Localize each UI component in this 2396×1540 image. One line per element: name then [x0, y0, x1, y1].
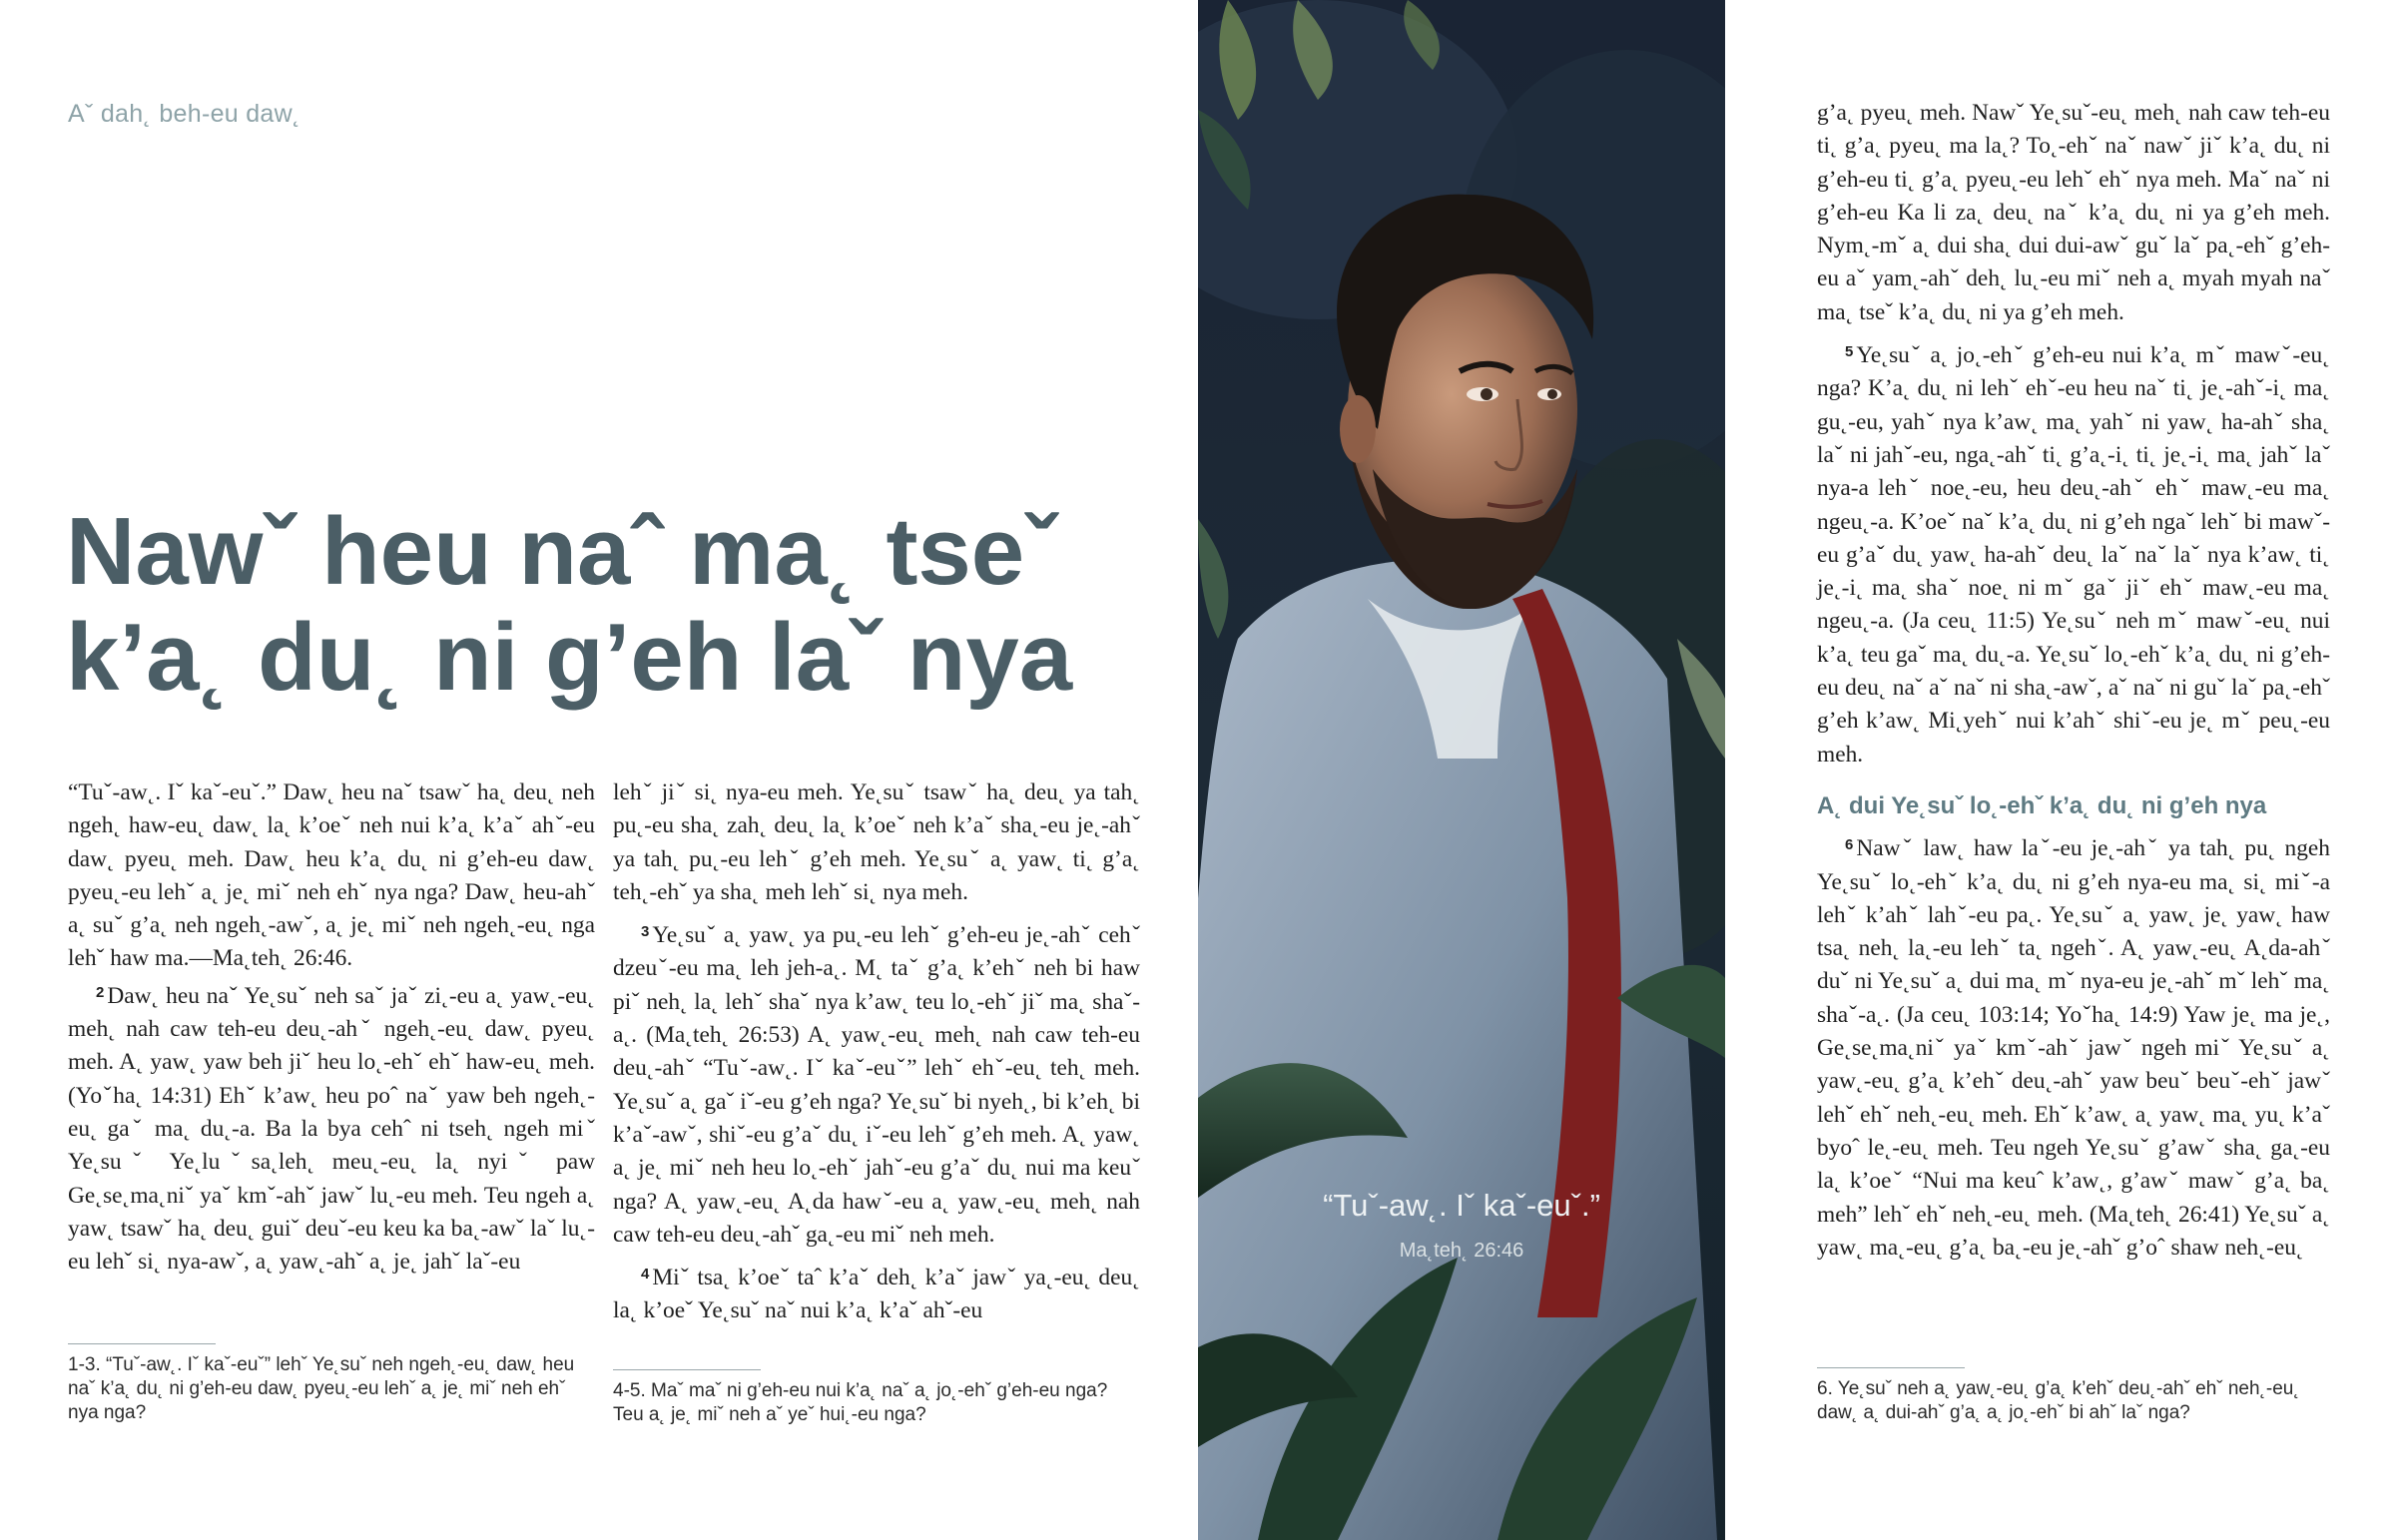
paragraph-text: Ye˛suˇ a˛ jo˛-ehˇ g’eh-eu nui k’a˛ mˇ mawˇ-eu˛ nga? K’a˛ du˛ ni lehˇ ehˇ-eu heu naˇ ti˛ je˛-ahˇ-i˛ ma˛ gu˛-eu, yahˇ nya k’aw˛ ma˛ yahˇ ni yaw˛ ha-ahˇ sha˛ laˇ ni jahˇ-eu, nga˛-ahˇ ti˛ g’a˛-i˛ ti˛ je˛-i˛ ma˛ jahˇ laˇ nya-a lehˇ noe˛-eu, heu deu˛-ahˇ ehˇ maw˛-eu ma˛ ngeu˛-a. K’oeˇ naˇ k’a˛ du˛ ni g’eh ngaˇ lehˇ bi mawˇ-eu g’aˇ du˛ yaw˛ ha-ahˇ deu˛ laˇ naˇ laˇ nya k’aw˛ ti˛ je˛-i˛ ma˛ shaˇ noe˛ ni mˇ gaˇ jiˇ ehˇ maw˛-eu ma˛ ngeu˛-a. (Ja ceu˛ 11:5) Ye˛suˇ neh mˇ mawˇ-eu˛ nui k’a˛ teu gaˇ ma˛ du˛-a. Ye˛suˇ lo˛-ehˇ k’a˛ du˛ ni g’eh-eu deu˛ naˇ aˇ naˇ ni sha˛-awˇ, aˇ naˇ ni guˇ laˇ pa˛-ehˇ g’eh k’aw˛ Mi˛yehˇ nui k’ahˇ shiˇ-eu je˛ mˇ peu˛-eu meh. [1817, 342, 2330, 768]
paragraph-1: “Tuˇ-aw˛. Iˇ kaˇ-euˇ.” Daw˛ heu naˇ tsawˇ ha˛ deu˛ neh ngeh˛ haw-eu˛ daw˛ la˛ k’oeˇ neh nui k’a˛ k’aˇ ahˇ-eu daw˛ pyeu˛ meh. Daw˛ heu k’a˛ du˛ ni g’eh-eu daw˛ pyeu˛-eu lehˇ a˛ je˛ miˇ neh ehˇ nya nga? Daw˛ heu-ahˇ a˛ suˇ g’a˛ neh ngeh˛-awˇ, a˛ je˛ miˇ neh ngeh˛-eu˛ nga lehˇ haw ma.—Ma˛teh˛ 26:46. [68, 779, 595, 972]
study-question-4-5: 4-5. Maˇ maˇ ni g’eh-eu nui k’a˛ naˇ a˛ jo˛-ehˇ g’eh-eu nga? Teu a˛ je˛ miˇ neh aˇ yeˇ hui˛-eu nga? [613, 1380, 1108, 1425]
subheading: A˛ dui Ye˛suˇ lo˛-ehˇ k’a˛ du˛ ni g’eh nya [1817, 791, 2267, 819]
illustration-jesus-night [1198, 0, 1725, 1540]
paragraph-continued: lehˇ jiˇ si˛ nya-eu meh. Ye˛suˇ tsawˇ ha˛ deu˛ ya tah˛ pu˛-eu sha˛ zah˛ deu˛ la˛ k’oeˇ neh k’aˇ sha˛-eu je˛-ahˇ ya tah˛ pu˛-eu lehˇ g’eh meh. Ye˛suˇ a˛ yaw˛ ti˛ g’a˛ teh˛-ehˇ ya sha˛ meh lehˇ si˛ nya meh. [613, 779, 1140, 905]
paragraph-number: 3 [641, 923, 650, 941]
paragraph-6 [1817, 828, 2330, 1265]
paragraph-number: 6 [1845, 836, 1854, 854]
footnote-divider [1817, 1367, 1965, 1368]
text-column-1 [68, 776, 595, 1279]
paragraph-3 [613, 915, 1140, 1252]
paragraph-4 [613, 1258, 1140, 1328]
footnote-divider [68, 1343, 216, 1344]
paragraph-text: Miˇ tsa˛ k’oeˇ taˆ k’aˇ deh˛ k’aˇ jawˇ ya˛-eu˛ deu˛ la˛ k’oeˇ Ye˛suˇ naˇ nui k’a˛ k’aˇ ahˇ-eu [613, 1265, 1140, 1324]
study-question-6: 6. Ye˛suˇ neh a˛ yaw˛-eu˛ g’a˛ k’ehˇ deu˛-ahˇ ehˇ neh˛-eu˛ daw˛ a˛ dui-ahˇ g’a˛ a˛ jo˛-ehˇ bi ahˇ laˇ nga? [1817, 1378, 2300, 1423]
paragraph-text: Daw˛ heu naˇ Ye˛suˇ neh saˇ jaˇ zi˛-eu a˛ yaw˛-eu˛ meh˛ nah caw teh-eu deu˛-ahˇ ngeh˛-eu˛ daw˛ pyeu˛ meh. A˛ yaw˛ yaw beh jiˇ heu lo˛-ehˇ ehˇ haw-eu˛ meh. (Yoˇha˛ 14:31) Ehˇ k’aw˛ heu poˆ naˇ yaw beh ngeh˛-eu˛ gaˇ ma˛ du˛-a. Ba la bya cehˆ ni tseh˛ ngeh miˇ Ye˛suˇ Ye˛luˇsa˛leh˛ meu˛-eu˛ la˛ nyiˇ paw Ge˛se˛ma˛niˇ yaˇ kmˇ-ahˇ jawˇ lu˛-eu meh. Teu ngeh a˛ yaw˛ tsawˇ ha˛ deu˛ guiˇ deuˇ-eu keu ka ba˛-awˇ laˇ lu˛-eu lehˇ si˛ nya-awˇ, a˛ yaw˛-ahˇ a˛ je˛ jahˇ laˇ-eu [68, 982, 595, 1276]
paragraph-continued: g’a˛ pyeu˛ meh. Nawˇ Ye˛suˇ-eu˛ meh˛ nah caw teh-eu ti˛ g’a˛ pyeu˛ ma la˛? To˛-ehˇ naˇ nawˇ jiˇ k’a˛ du˛ ni g’eh-eu ti˛ g’a˛ pyeu˛-eu lehˇ ehˇ nya meh. Maˇ naˇ ni g’eh-eu Ka li za˛ deu˛ naˇ k’a˛ du˛ ni ya g’eh meh. Nym˛-mˇ a˛ dui sha˛ dui dui-awˇ guˇ laˇ pa˛-ehˇ g’eh-eu aˇ yam˛-ahˇ deh˛ lu˛-eu miˇ neh a˛ myah myah naˇ ma˛ tseˇ k’a˛ du˛ ni ya g’eh meh. [1817, 100, 2330, 325]
section-label: Aˇ dah˛ beh-eu daw˛ [68, 100, 301, 128]
study-question-1-3: 1-3. “Tuˇ-aw˛. Iˇ kaˇ-euˇ” lehˇ Ye˛suˇ neh ngeh˛-eu˛ daw˛ heu naˇ k’a˛ du˛ ni g’eh-eu daw˛ pyeu˛-eu lehˇ a˛ je˛ miˇ neh ehˇ nya nga? [68, 1354, 575, 1423]
paragraph-number: 4 [641, 1266, 650, 1283]
article-title: Nawˇ heu naˆ ma˛ tseˇ k’a˛ du˛ ni g’eh laˇ nya [66, 498, 1073, 711]
portrait-illustration [1198, 0, 1725, 1540]
paragraph-number: 2 [96, 983, 105, 1001]
paragraph-5 [1817, 335, 2330, 771]
paragraph-text: Nawˇ law˛ haw laˇ-eu je˛-ahˇ ya tah˛ pu˛ ngeh Ye˛suˇ lo˛-ehˇ k’a˛ du˛ ni g’eh nya-eu ma˛ si˛ miˇ-a lehˇ k’ahˇ lahˇ-eu pa˛. Ye˛suˇ a˛ yaw˛ je˛ yaw˛ haw tsa˛ neh˛ la˛-eu lehˇ ta˛ ngehˇ. A˛ yaw˛-eu˛ A˛da-ahˇ duˇ ni Ye˛suˇ a˛ dui ma˛ mˇ nya-eu je˛-ahˇ mˇ lehˇ ma˛ shaˇ-a˛. (Ja ceu˛ 103:14; Yoˇha˛ 14:9) Yaw je˛ ma je˛, Ge˛se˛ma˛niˇ yaˇ kmˇ-ahˇ jawˇ ngeh miˇ Ye˛suˇ a˛ yaw˛-eu˛ g’a˛ k’ehˇ deu˛-ahˇ yaw beuˇ beuˇ-ehˇ jawˇ lehˇ ehˇ neh˛-eu˛ meh. Ehˇ k’aw˛ a˛ yaw˛ ma˛ yu˛ k’aˇ byoˆ le˛-eu˛ meh. Teu ngeh Ye˛suˇ g’awˇ sha˛ ga˛-eu la˛ k’oeˇ “Nui ma keuˆ k’aw˛, g’awˇ mawˇ g’a˛ ba˛ meh” lehˇ ehˇ neh˛-eu˛ meh. (Ma˛teh˛ 26:41) Ye˛suˇ a˛ yaw˛ ma˛-eu˛ g’a˛ ba˛-eu je˛-ahˇ g’oˆ shaw neh˛-eu˛ [1817, 835, 2330, 1261]
text-column-3 [1817, 97, 2330, 1265]
paragraph-text: Ye˛suˇ a˛ yaw˛ ya pu˛-eu lehˇ g’eh-eu je˛-ahˇ cehˇ dzeuˇ-eu ma˛ leh jeh-a˛. M˛ taˇ g’a˛ k’ehˇ neh bi haw piˇ neh˛ la˛ lehˇ shaˇ nya k’aw˛ teu lo˛-ehˇ jiˇ ma˛ shaˇ-a˛. (Ma˛teh˛ 26:53) A˛ yaw˛-eu˛ meh˛ nah caw teh-eu deu˛-ahˇ “Tuˇ-aw˛. Iˇ kaˇ-euˇ” lehˇ ehˇ-eu˛ teh˛ meh. Ye˛suˇ a˛ gaˇ iˇ-eu g’eh nga? Ye˛suˇ bi nyeh˛, bi k’eh˛ bi k’aˇ-awˇ, shiˇ-eu g’aˇ du˛ iˇ-eu lehˇ g’eh meh. A˛ yaw˛ a˛ je˛ miˇ neh heu lo˛-ehˇ jahˇ-eu g’aˇ du˛ nui ma keuˇ nga? A˛ yaw˛-eu˛ A˛da hawˇ-eu a˛ yaw˛-eu˛ meh˛ nah caw teh-eu deu˛-ahˇ ga˛-eu miˇ neh meh. [613, 922, 1140, 1248]
paragraph-2 [68, 976, 595, 1280]
footnote-divider [613, 1369, 761, 1370]
image-caption-reference: Ma˛teh˛ 26:46 [1399, 1240, 1524, 1262]
image-caption-quote: “Tuˇ-aw˛. Iˇ kaˇ-euˇ.” [1323, 1188, 1600, 1223]
text-column-2 [613, 776, 1140, 1328]
paragraph-number: 5 [1845, 343, 1854, 361]
